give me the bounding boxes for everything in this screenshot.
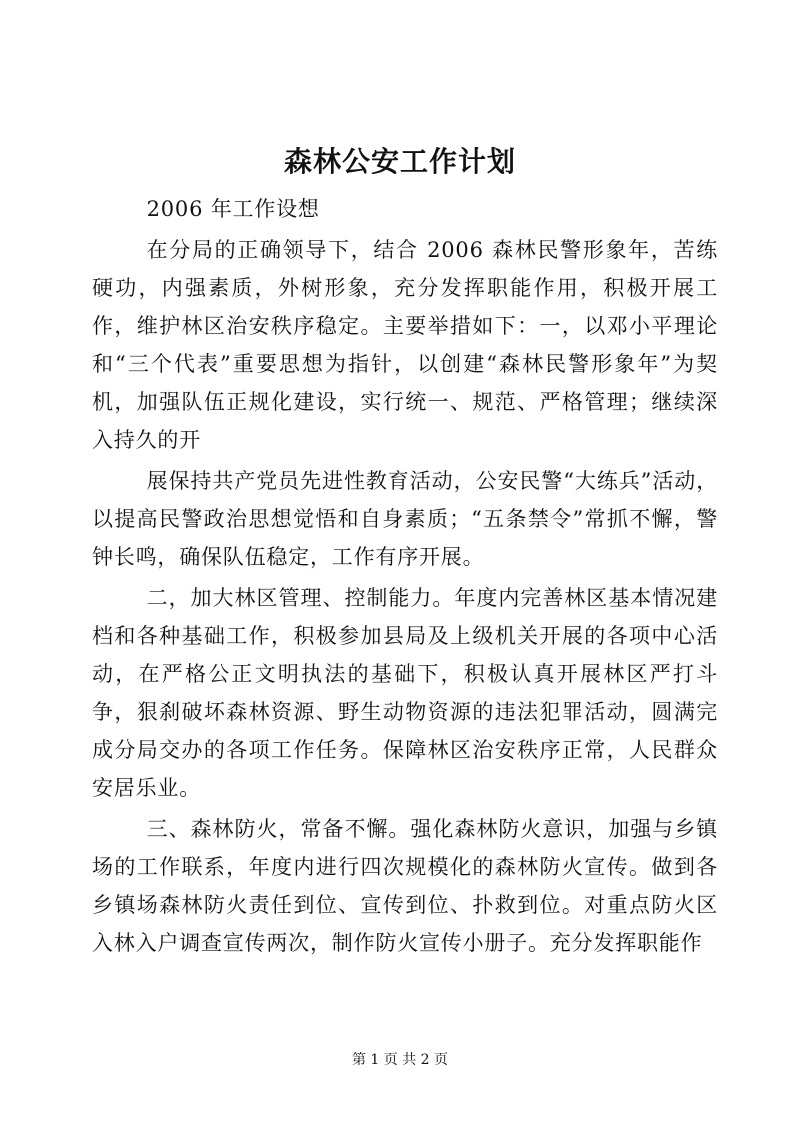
paragraph-fire-prevention: 三、森林防火，常备不懈。强化森林防火意识，加强与乡镇场的工作联系，年度内进行四次规模化的森林防火宣传。做到各乡镇场森林防火责任到位、宣传到位、扑救到位。对重点防火区入林入户调查宣传两次，制作防火宣传小册子。充分发挥职能作 [92,817,718,955]
page-footer: 第 1 页 共 2 页 [351,1052,449,1068]
paragraph-education: 展保持共产党员先进性教育活动，公安民警“大练兵”活动，以提高民警政治思想觉悟和自身素质；“五条禁令”常抓不懈，警钟长鸣，确保队伍稳定，工作有序开展。 [92,469,718,569]
document-body [92,190,718,965]
paragraph-intro: 在分局的正确领导下，结合 2006 森林民警形象年，苦练硬功，内强素质，外树形象，充分发挥职能作用，积极开展工作，维护林区治安秩序稳定。主要举措如下：一，以邓小平理论和“三个代表”重要思想为指针，以创建“森林民警形象年”为契机，加强队伍正规化建设，实行统一、规范、严格管理；继续深入持久的开 [92,238,718,452]
paragraph-subtitle: 2006 年工作设想 [146,197,320,221]
document-title: 森林公安工作计划 [283,145,516,178]
paragraph-forest-management: 二，加大林区管理、控制能力。年度内完善林区基本情况建档和各种基础工作，积极参加县局及上级机关开展的各项中心活动，在严格公正文明执法的基础下，积极认真开展林区严打斗争，狠刹破坏森林资源、野生动物资源的违法犯罪活动，圆满完成分局交办的各项工作任务。保障林区治安秩序正常，人民群众安居乐业。 [92,586,718,800]
